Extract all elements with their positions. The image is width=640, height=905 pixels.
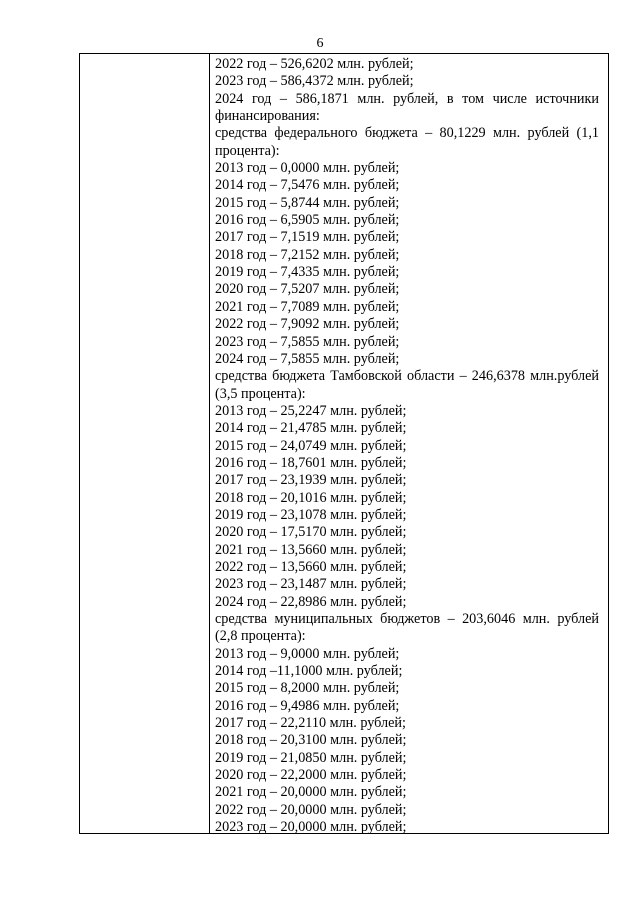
text-line: 2018 год – 20,1016 млн. рублей;: [215, 489, 407, 506]
text-line: 2024 год – 586,1871 млн. рублей, в том числе источники финансирования:: [215, 90, 599, 125]
text-line: 2021 год – 13,5660 млн. рублей;: [215, 541, 407, 558]
text-line: 2017 год – 22,2110 млн. рублей;: [215, 715, 406, 732]
text-line: 2021 год – 7,7089 млн. рублей;: [215, 298, 400, 315]
text-line: средства федерального бюджета – 80,1229 млн. рублей (1,1 процента):: [215, 125, 599, 159]
text-line: 2022 год – 20,0000 млн. рублей;: [215, 801, 407, 818]
text-line: 2023 год – 20,0000 млн. рублей;: [215, 819, 407, 836]
column-divider: [209, 54, 210, 833]
text-line: 2024 год – 7,5855 млн. рублей;: [215, 350, 400, 367]
page-number: 6: [316, 36, 324, 51]
text-line: 2020 год – 7,5207 млн. рублей;: [215, 281, 400, 298]
text-line: 2014 год –11,1000 млн. рублей;: [215, 663, 403, 680]
text-line: средства муниципальных бюджетов – 203,6046 млн. рублей (2,8 процента):: [215, 611, 599, 645]
text-line: 2019 год – 23,1078 млн. рублей;: [215, 506, 407, 523]
text-line: 2015 год – 24,0749 млн. рублей;: [215, 437, 407, 454]
text-line: 2017 год – 7,1519 млн. рублей;: [215, 229, 400, 246]
funding-table: [79, 53, 609, 834]
text-line: средства бюджета Тамбовской области – 246,6378 млн.рублей (3,5 процента):: [215, 368, 599, 402]
text-line: 2013 год – 0,0000 млн. рублей;: [215, 160, 400, 177]
text-line: 2015 год – 5,8744 млн. рублей;: [215, 194, 400, 211]
text-line: 2021 год – 20,0000 млн. рублей;: [215, 784, 407, 801]
text-line: 2013 год – 25,2247 млн. рублей;: [215, 402, 407, 419]
text-line: 2022 год – 7,9092 млн. рублей;: [215, 316, 400, 333]
text-line: 2015 год – 8,2000 млн. рублей;: [215, 680, 400, 697]
text-line: 2016 год – 6,5905 млн. рублей;: [215, 212, 400, 229]
text-line: 2023 год – 7,5855 млн. рублей;: [215, 333, 400, 350]
text-line: 2016 год – 18,7601 млн. рублей;: [215, 454, 407, 471]
text-line: 2017 год – 23,1939 млн. рублей;: [215, 472, 407, 489]
text-line: 2024 год – 22,8986 млн. рублей;: [215, 593, 407, 610]
text-line: 2020 год – 17,5170 млн. рублей;: [215, 524, 407, 541]
text-line: 2022 год – 13,5660 млн. рублей;: [215, 558, 407, 575]
text-line: 2018 год – 7,2152 млн. рублей;: [215, 246, 400, 263]
text-line: 2023 год – 23,1487 млн. рублей;: [215, 576, 407, 593]
text-line: 2014 год – 7,5476 млн. рублей;: [215, 177, 400, 194]
text-line: 2013 год – 9,0000 млн. рублей;: [215, 645, 400, 662]
text-line: 2014 год – 21,4785 млн. рублей;: [215, 420, 407, 437]
text-line: 2016 год – 9,4986 млн. рублей;: [215, 697, 400, 714]
text-line: 2020 год – 22,2000 млн. рублей;: [215, 767, 407, 784]
text-line: 2022 год – 526,6202 млн. рублей;: [215, 56, 414, 72]
text-line: 2023 год – 586,4372 млн. рублей;: [215, 73, 414, 90]
text-line: 2019 год – 21,0850 млн. рублей;: [215, 749, 407, 766]
text-line: 2019 год – 7,4335 млн. рублей;: [215, 264, 400, 281]
text-line: 2018 год – 20,3100 млн. рублей;: [215, 732, 407, 749]
funding-cell: [215, 56, 599, 836]
